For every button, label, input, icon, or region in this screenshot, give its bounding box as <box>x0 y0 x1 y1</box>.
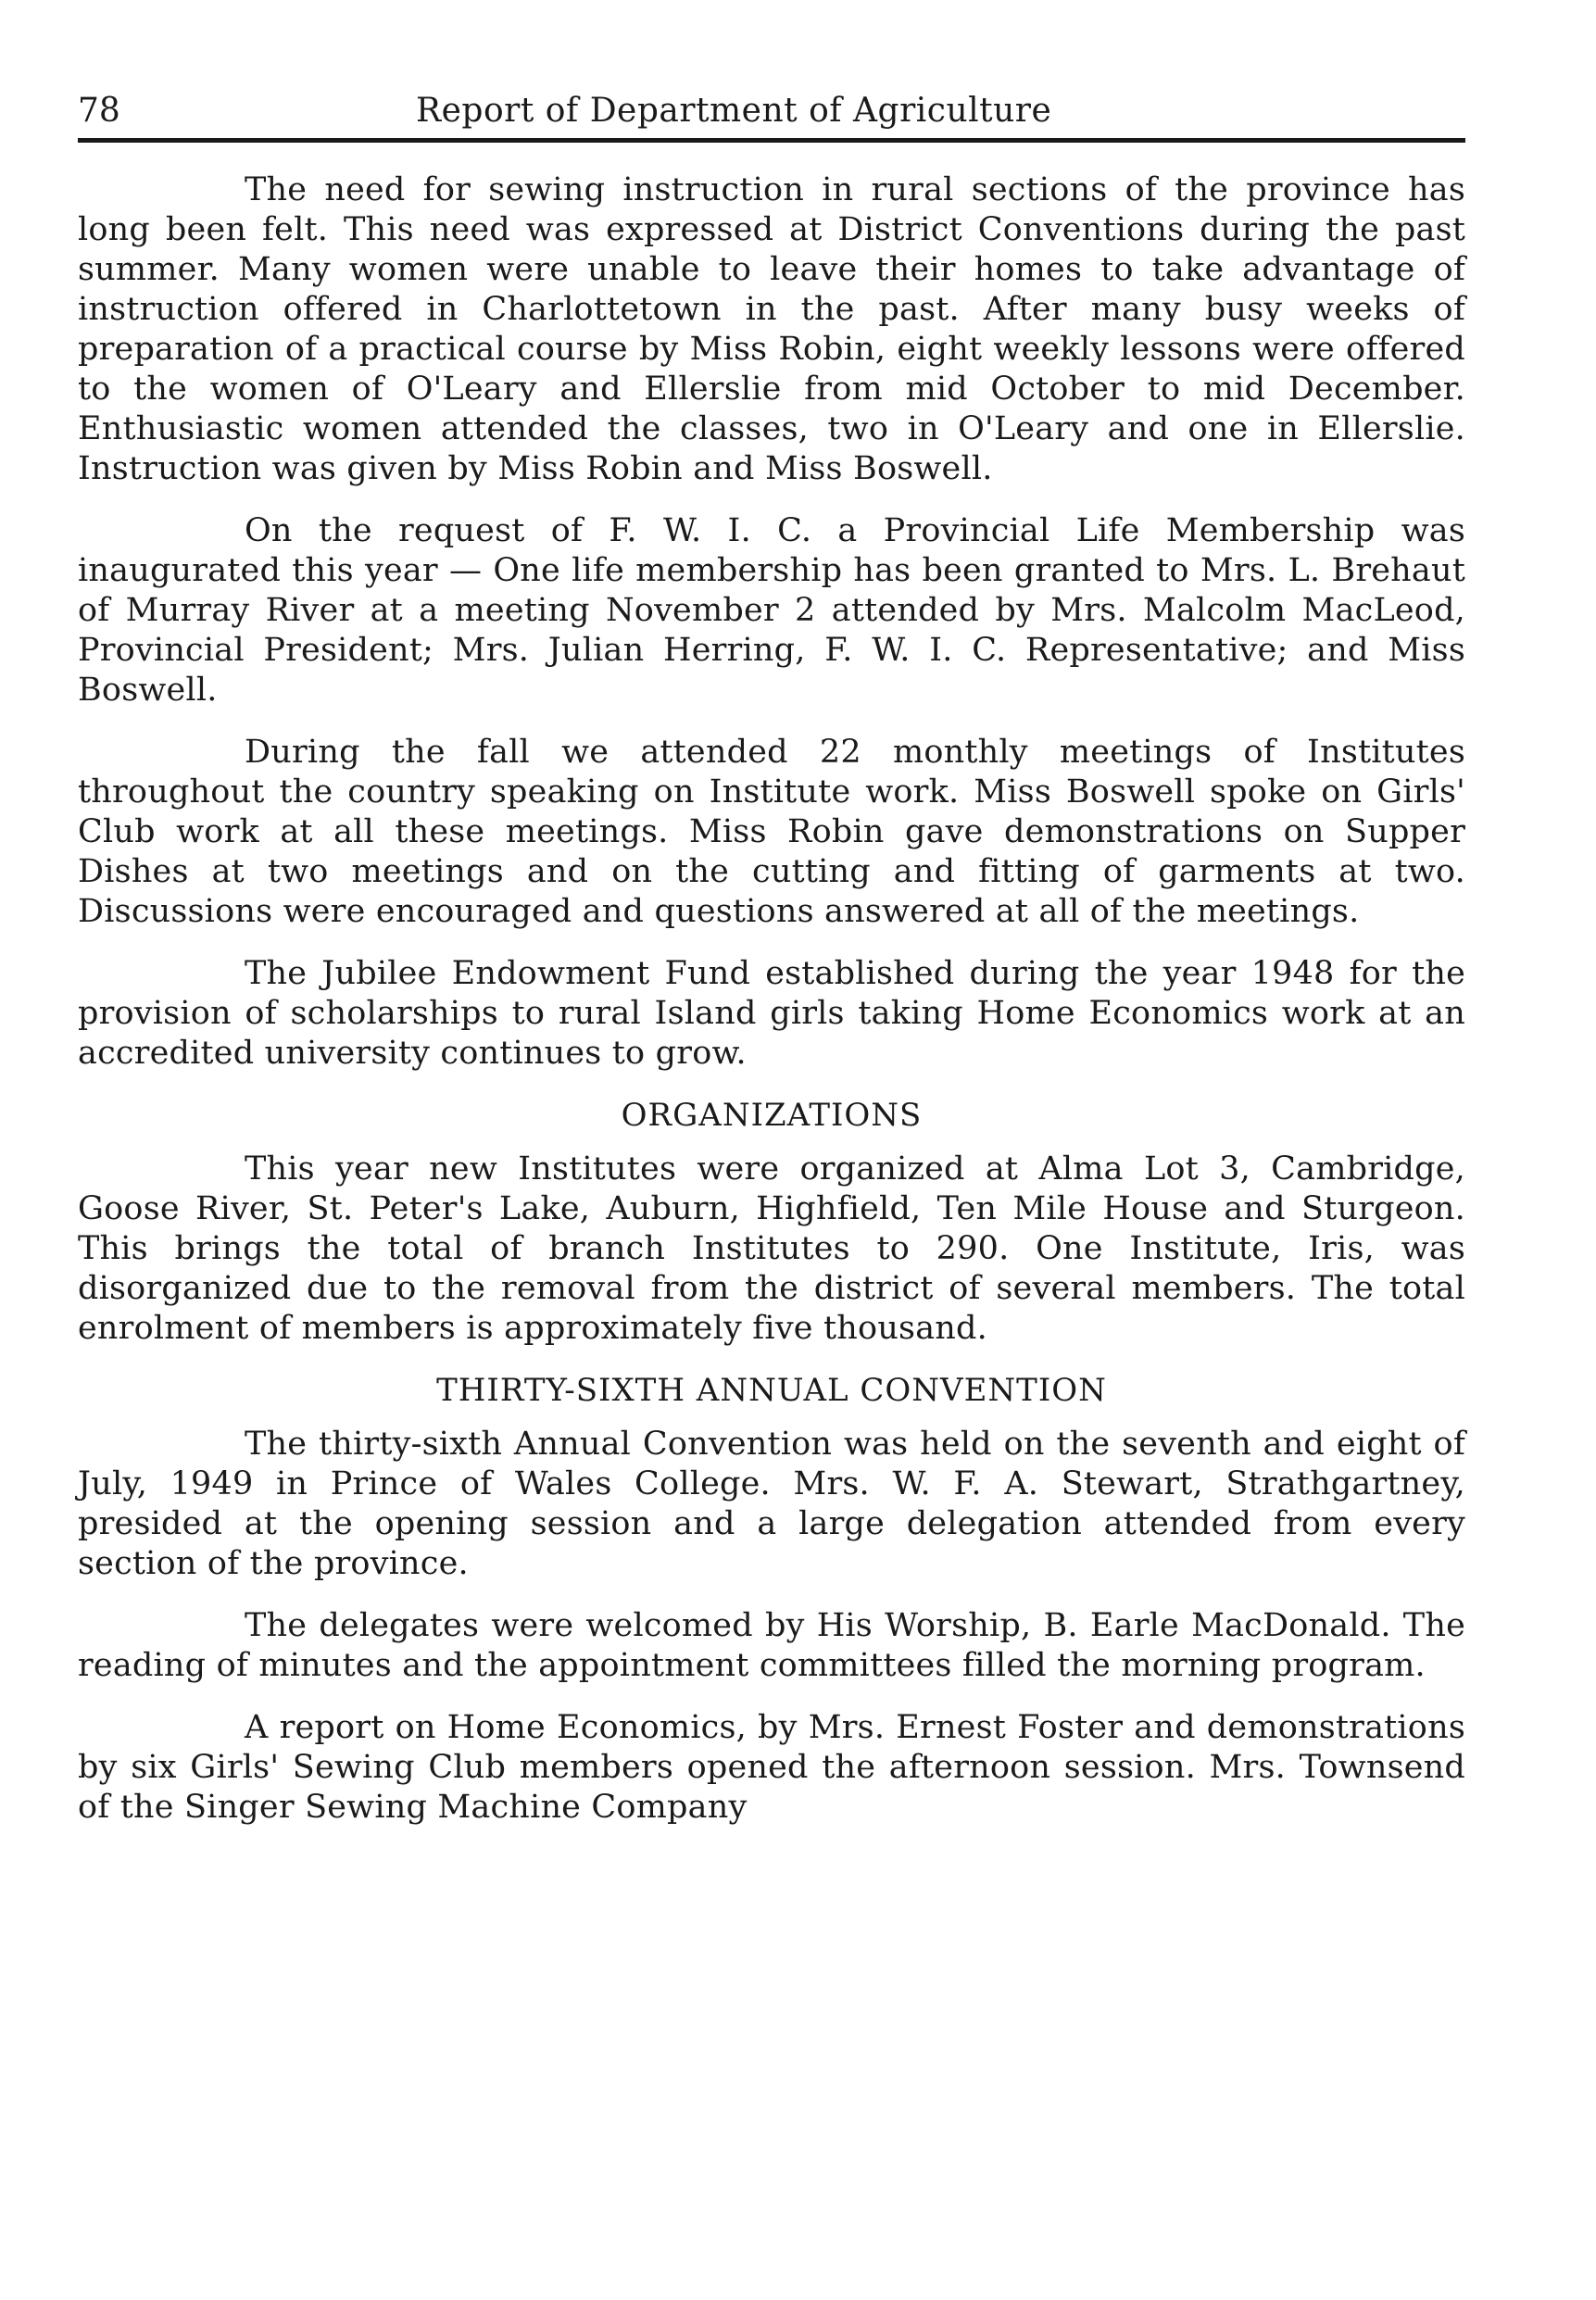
paragraph-delegates-welcomed: The delegates were welcomed by His Worship, B. Earle MacDonald. The reading of minutes and the appointment committees filled the morning program. <box>78 1607 1465 1684</box>
running-header <box>78 85 1465 143</box>
paragraph-fall-meetings: During the fall we attended 22 monthly meetings of Institutes throughout the country speaking on Institute work. Miss Boswell spoke on Girls' Club work at all these meetings. Miss Robin gave demonstrations on Supper Dishes at two meetings and on the cutting and fitting of garments at two. Discussions were encouraged and questions answered at all of the meetings. <box>78 734 1465 930</box>
paragraph-life-membership: On the request of F. W. I. C. a Provincial Life Membership was inaugurated this year — One life membership has been granted to Mrs. L. Brehaut of Murray River at a meeting November 2 attended by Mrs. Malcolm MacLeod, Provincial President; Mrs. Julian Herring, F. W. I. C. Representative; and Miss Boswell. <box>78 512 1465 709</box>
paragraph-convention-held: The thirty-sixth Annual Convention was held on the seventh and eight of July, 1949 in Prince of Wales College. Mrs. W. F. A. Stewart, Strathgartney, presided at the opening session and a large delegation attended from every section of the province. <box>78 1426 1465 1582</box>
document-page <box>78 85 1465 1850</box>
paragraph-jubilee-fund: The Jubilee Endowment Fund established during the year 1948 for the provision of scholarships to rural Island girls taking Home Economics work at an accredited university continues to grow. <box>78 955 1465 1072</box>
paragraph-sewing-instruction: The need for sewing instruction in rural sections of the province has long been felt. This need was expressed at District Conventions during the past summer. Many women were unable to leave their homes to take advantage of instruction offered in Charlottetown in the past. After many busy weeks of preparation of a practical course by Miss Robin, eight weekly lessons were offered to the women of O'Leary and Ellerslie from mid October to mid December. Enthusiastic women attended the classes, two in O'Leary and one in Ellerslie. Instruction was given by Miss Robin and Miss Boswell. <box>78 171 1465 487</box>
running-title: Report of Department of Agriculture <box>416 92 1052 130</box>
paragraph-afternoon-session: A report on Home Economics, by Mrs. Ernest Foster and demonstrations by six Girls' Sewing Club members opened the afternoon session. Mrs. Townsend of the Singer Sewing Machine Company <box>78 1709 1465 1826</box>
body-text <box>78 170 1465 1828</box>
section-heading-organizations: ORGANIZATIONS <box>621 1097 923 1134</box>
paragraph-new-institutes: This year new Institutes were organized at Alma Lot 3, Cambridge, Goose River, St. Peter's Lake, Auburn, Highfield, Ten Mile House and Sturgeon. This brings the total of branch Institutes to 290. One Institute, Iris, was disorganized due to the removal from the district of several members. The total enrolment of members is approximately five thousand. <box>78 1150 1465 1347</box>
section-heading-convention: THIRTY-SIXTH ANNUAL CONVENTION <box>436 1372 1107 1409</box>
page-number: 78 <box>78 92 120 130</box>
